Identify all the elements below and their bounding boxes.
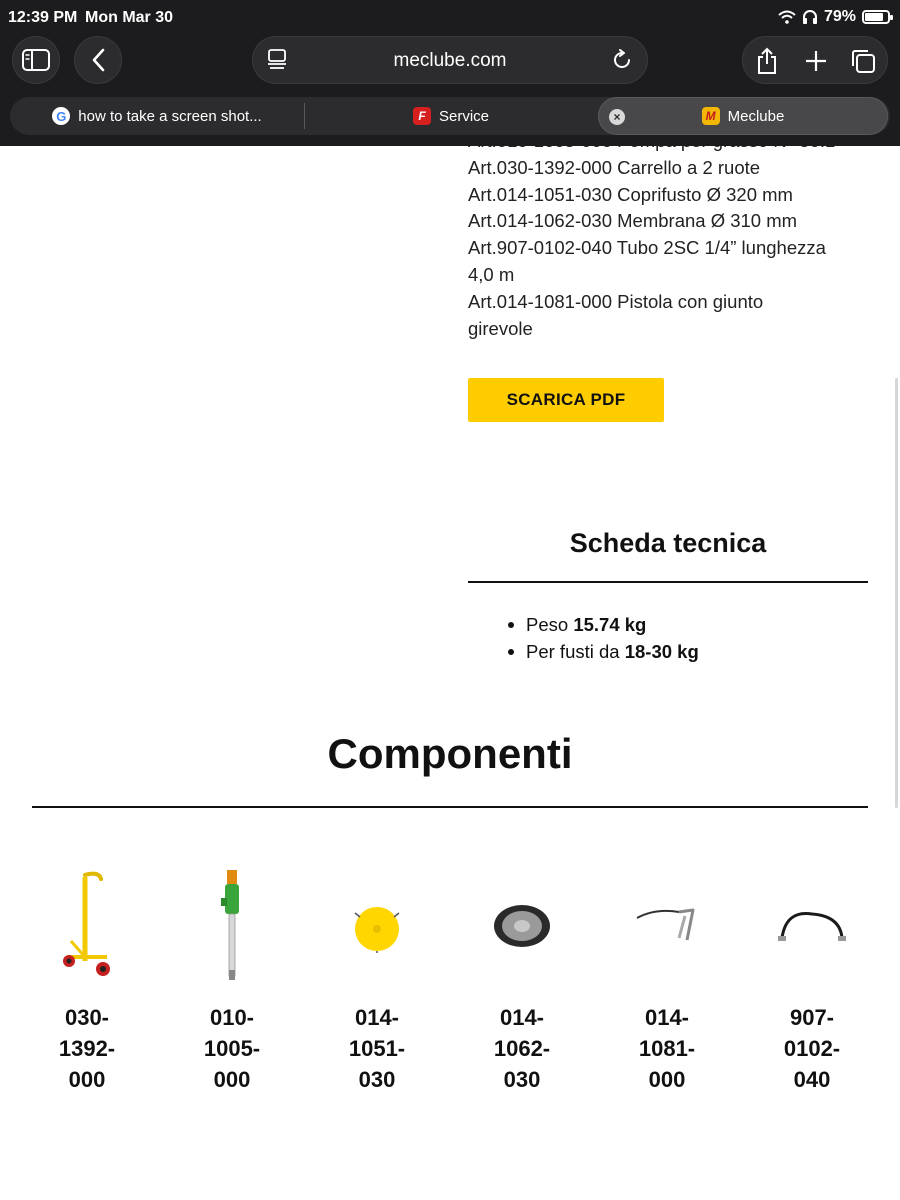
chevron-left-icon	[91, 48, 105, 72]
reload-icon[interactable]	[611, 49, 633, 71]
grease-gun-icon[interactable]	[607, 866, 727, 986]
status-right	[778, 8, 890, 26]
code-line: 1062-	[493, 1036, 551, 1061]
article-line: 4,0 m	[468, 263, 515, 285]
spec-label: Per fusti da	[526, 641, 625, 662]
componenti-heading: Componenti	[327, 730, 573, 777]
spec-value: 18-30 kg	[624, 641, 699, 662]
plus-icon	[805, 50, 827, 72]
meclube-favicon-icon: M	[702, 107, 720, 125]
article-list	[468, 128, 858, 342]
browser-chrome	[0, 0, 900, 146]
component-code[interactable]	[317, 1002, 437, 1095]
article-line: Art.014-1062-030 Membrana Ø 310 mm	[468, 210, 798, 232]
code-line: 030-	[64, 1005, 110, 1030]
headphones-icon	[802, 9, 818, 25]
component-card[interactable]	[462, 866, 582, 1095]
article-line: Art.030-1392-000 Carrello a 2 ruote	[468, 156, 761, 178]
component-code[interactable]	[752, 1002, 872, 1095]
sidebar-icon	[22, 49, 50, 71]
url-text: meclube.com	[393, 50, 507, 71]
drum-cover-icon[interactable]	[317, 866, 437, 986]
code-line: 030	[358, 1067, 396, 1092]
code-line: 907-	[789, 1005, 835, 1030]
component-code[interactable]	[172, 1002, 292, 1095]
tab-service[interactable]	[306, 97, 596, 135]
hose-icon[interactable]	[752, 866, 872, 986]
service-favicon-icon: F	[413, 107, 431, 125]
article-line: Art.014-1081-000 Pistola con giunto	[468, 290, 764, 312]
spec-label: Peso	[526, 614, 574, 635]
component-code[interactable]	[462, 1002, 582, 1095]
code-line: 000	[68, 1067, 106, 1092]
tabs-icon	[850, 48, 876, 74]
tab-title: how to take a screen shot...	[78, 107, 262, 125]
article-line: girevole	[468, 317, 533, 339]
code-line: 1005-	[203, 1036, 261, 1061]
tab-google[interactable]	[10, 97, 304, 135]
battery-icon	[862, 10, 890, 24]
spec-item	[526, 638, 699, 665]
close-tab-icon[interactable]: ×	[609, 109, 625, 125]
google-favicon-icon: G	[52, 107, 70, 125]
tab-title: Service	[438, 107, 490, 125]
component-card[interactable]	[172, 866, 292, 1095]
component-card[interactable]	[752, 866, 872, 1095]
code-line: 1392-	[58, 1036, 116, 1061]
section-divider	[32, 806, 868, 808]
toolbar-actions	[742, 36, 888, 84]
code-line: 010-	[209, 1005, 255, 1030]
pump-icon[interactable]	[172, 866, 292, 986]
spec-value: 15.74 kg	[573, 614, 647, 635]
wifi-icon	[778, 10, 796, 24]
tab-bar	[10, 97, 890, 135]
status-bar	[0, 0, 900, 36]
code-line: 014-	[499, 1005, 545, 1030]
component-card[interactable]	[27, 866, 147, 1095]
scheda-tecnica-heading: Scheda tecnica	[569, 528, 767, 558]
code-line: 014-	[354, 1005, 400, 1030]
code-line: 000	[648, 1067, 686, 1092]
code-line: 000	[213, 1067, 251, 1092]
article-line: Art.907-0102-040 Tubo 2SC 1/4” lunghezza	[468, 237, 826, 259]
spec-list	[526, 611, 699, 665]
component-card[interactable]	[607, 866, 727, 1095]
sidebar-toggle-button[interactable]	[12, 36, 60, 84]
download-pdf-button[interactable]: SCARICA PDF	[468, 378, 664, 422]
cart-icon[interactable]	[27, 866, 147, 986]
membrane-icon[interactable]	[462, 866, 582, 986]
component-card[interactable]	[317, 866, 437, 1095]
tab-title: Meclube	[727, 107, 785, 125]
back-button[interactable]	[74, 36, 122, 84]
component-code[interactable]	[607, 1002, 727, 1095]
tab-overview-button[interactable]	[849, 47, 877, 75]
browser-toolbar	[0, 36, 900, 88]
tab-meclube[interactable]	[598, 97, 888, 135]
status-date: Mon Mar 30	[85, 9, 174, 26]
share-button[interactable]	[753, 47, 781, 75]
code-line: 030	[503, 1067, 541, 1092]
spec-item	[526, 611, 699, 638]
code-line: 0102-	[783, 1036, 841, 1061]
code-line: 1051-	[348, 1036, 406, 1061]
status-time: 12:39 PM	[8, 9, 78, 26]
article-line: Art.014-1051-030 Coprifusto Ø 320 mm	[468, 183, 793, 205]
section-divider	[468, 581, 868, 583]
address-bar[interactable]	[252, 36, 648, 84]
tab-separator	[304, 103, 305, 129]
share-icon	[755, 47, 779, 75]
code-line: 1081-	[638, 1036, 696, 1061]
component-code[interactable]	[27, 1002, 147, 1095]
battery-percent: 79%	[823, 8, 856, 25]
new-tab-button[interactable]	[802, 47, 830, 75]
code-line: 040	[793, 1067, 831, 1092]
code-line: 014-	[644, 1005, 690, 1030]
